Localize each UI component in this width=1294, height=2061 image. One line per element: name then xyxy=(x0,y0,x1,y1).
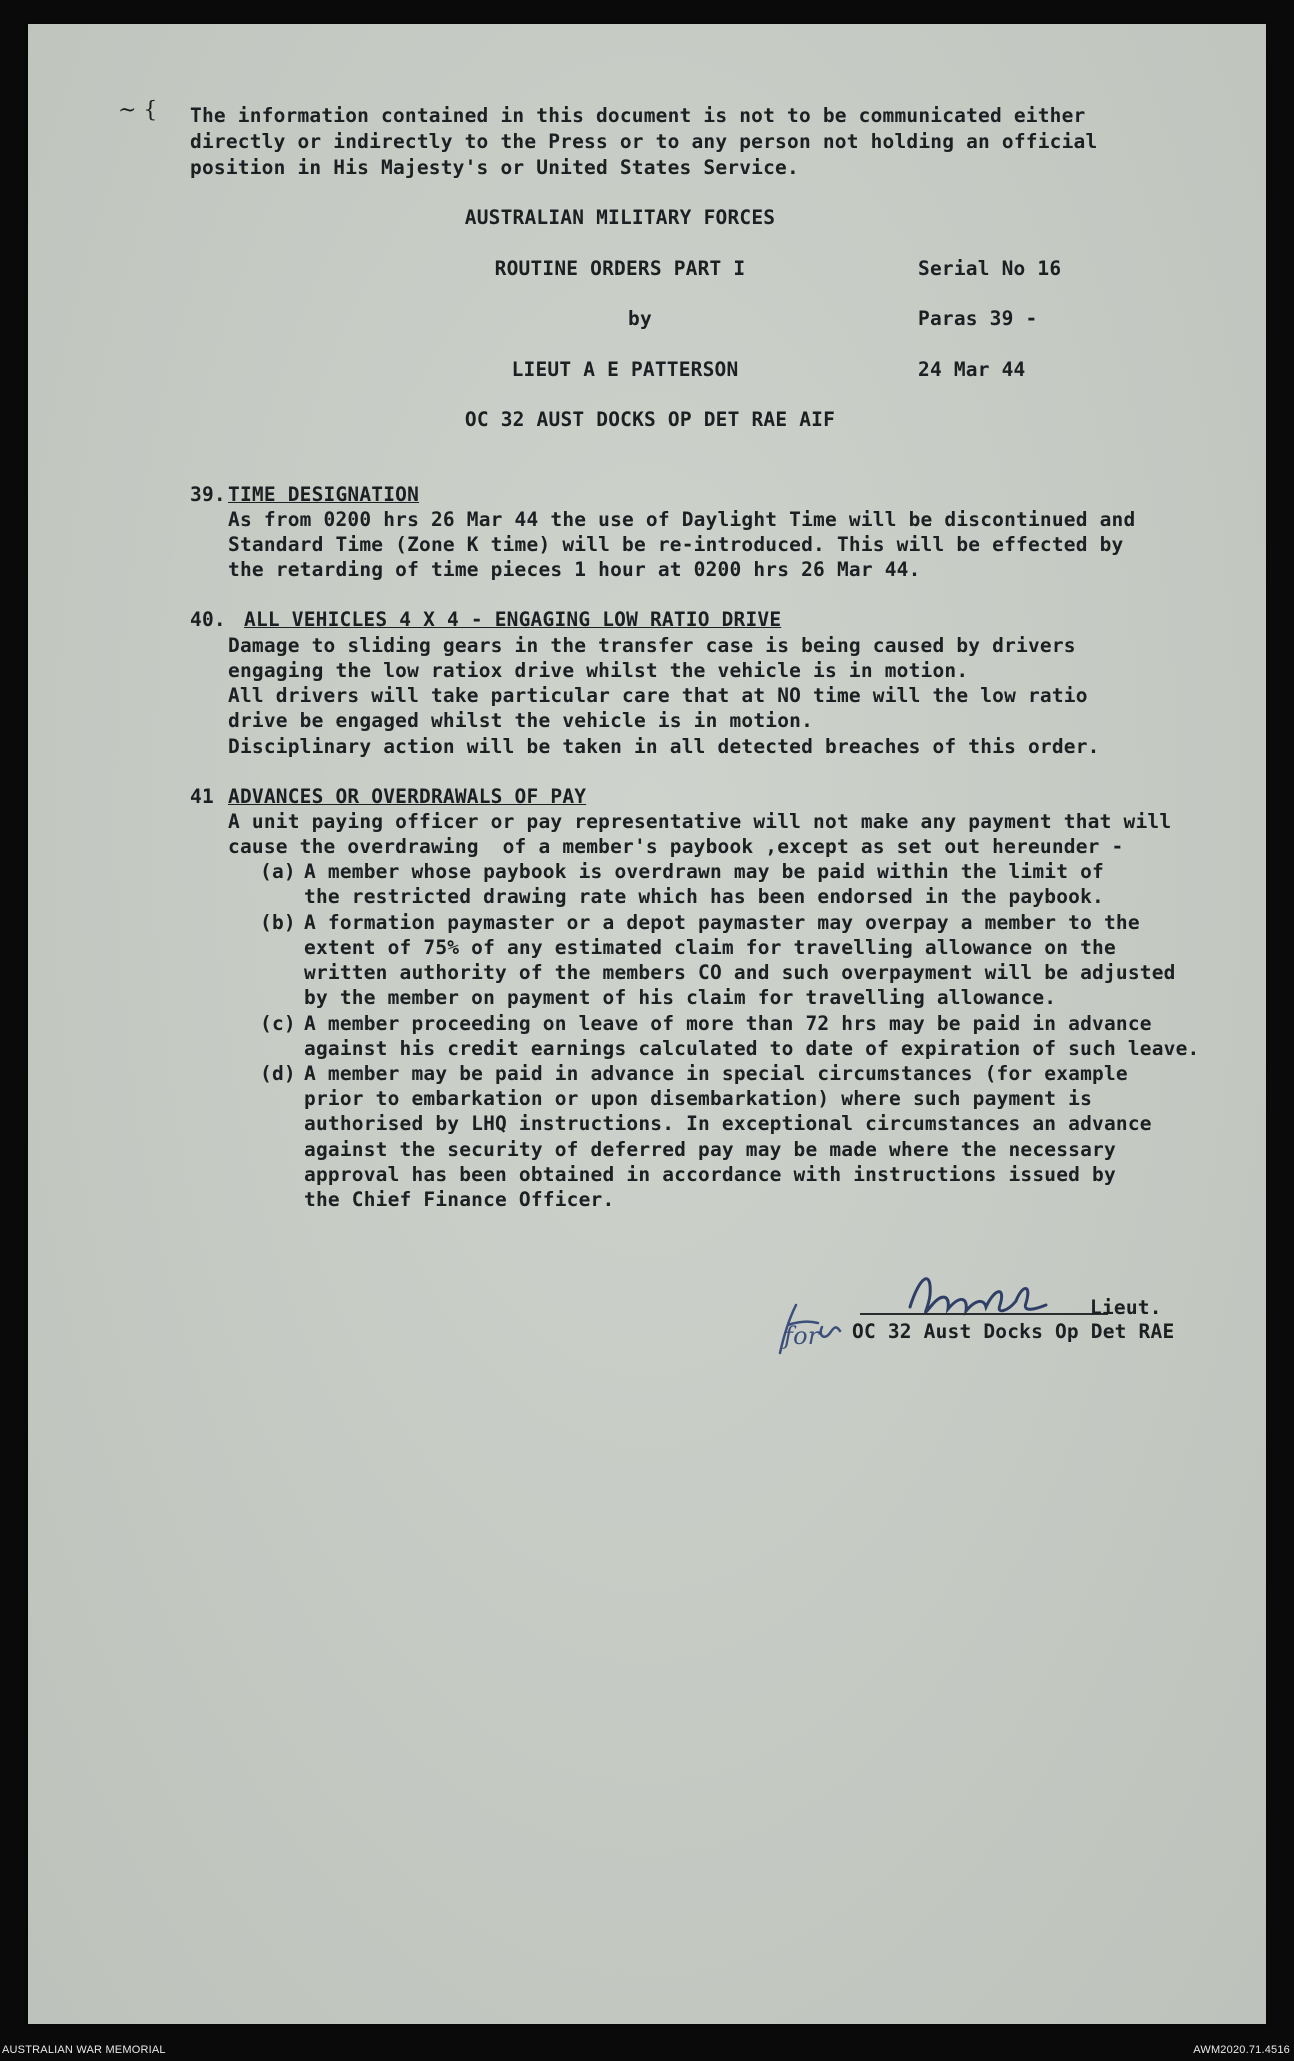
para-41-number: 41 xyxy=(190,785,214,808)
para-39-number: 39. xyxy=(190,483,226,506)
item-d-line-3: authorised by LHQ instructions. In exceptional circumstances an advance xyxy=(304,1112,1152,1135)
document-heading: AUSTRALIAN MILITARY FORCES xyxy=(464,206,776,229)
para-39-title: TIME DESIGNATION xyxy=(228,483,420,506)
para-40-line-3: All drivers will take particular care that at NO time will the low ratio xyxy=(228,684,1088,707)
para-41-line-1: A unit paying officer or pay representative will not make any payment that will xyxy=(228,810,1172,833)
item-d-line-2: prior to embarkation or upon disembarkation) where such payment is xyxy=(304,1087,1093,1110)
signatory-rank: Lieut. xyxy=(1090,1296,1162,1319)
item-b-line-4: by the member on payment of his claim for travelling allowance. xyxy=(304,986,1057,1009)
item-d-line-6: the Chief Finance Officer. xyxy=(304,1188,615,1211)
issuer-name: LIEUT A E PATTERSON xyxy=(511,358,739,381)
para-39-line-1: As from 0200 hrs 26 Mar 44 the use of Daylight Time will be discontinued and xyxy=(228,508,1136,531)
item-d-line-1: A member may be paid in advance in special circumstances (for example xyxy=(304,1062,1128,1085)
para-40-line-4: drive be engaged whilst the vehicle is in motion. xyxy=(228,709,814,732)
item-a-line-2: the restricted drawing rate which has been endorsed in the paybook. xyxy=(304,885,1104,908)
item-c-line-1: A member proceeding on leave of more than 72 hrs may be paid in advance xyxy=(304,1012,1152,1035)
signatory-role: OC 32 Aust Docks Op Det RAE xyxy=(852,1320,1175,1343)
item-d-line-4: against the security of deferred pay may be made where the necessary xyxy=(304,1138,1116,1161)
notice-line-1: The information contained in this document is not to be communicated either xyxy=(190,104,1086,127)
item-c-label: (c) xyxy=(260,1012,296,1035)
item-a-label: (a) xyxy=(260,860,296,883)
notice-line-3: position in His Majesty's or United States Service. xyxy=(190,156,799,179)
para-39-line-3: the retarding of time pieces 1 hour at 0200 hrs 26 Mar 44. xyxy=(228,558,921,581)
signature-line xyxy=(860,1313,1108,1315)
item-a-line-1: A member whose paybook is overdrawn may be paid within the limit of xyxy=(304,860,1104,883)
para-40-number: 40. xyxy=(190,608,226,631)
unit-name: OC 32 AUST DOCKS OP DET RAE AIF xyxy=(464,408,836,431)
item-b-line-2: extent of 75% of any estimated claim for travelling allowance on the xyxy=(304,936,1116,959)
item-c-line-2: against his credit earnings calculated to date of expiration of such leave. xyxy=(304,1037,1200,1060)
footer-left: AUSTRALIAN WAR MEMORIAL xyxy=(2,2044,166,2056)
by-label: by xyxy=(628,307,652,330)
para-40-line-1: Damage to sliding gears in the transfer case is being caused by drivers xyxy=(228,634,1076,657)
footer-right: AWM2020.71.4516 xyxy=(1193,2044,1290,2056)
para-40-line-5: Disciplinary action will be taken in all detected breaches of this order. xyxy=(228,735,1100,758)
signature-prefix: for xyxy=(784,1322,820,1350)
para-41-title: ADVANCES OR OVERDRAWALS OF PAY xyxy=(228,785,587,808)
para-40-line-2: engaging the low ratiox drive whilst the vehicle is in motion. xyxy=(228,659,969,682)
paras-range: Paras 39 - xyxy=(918,307,1038,330)
margin-mark: ~ { xyxy=(118,98,158,123)
para-40-title: ALL VEHICLES 4 X 4 - ENGAGING LOW RATIO DRIVE xyxy=(244,608,782,631)
notice-line-2: directly or indirectly to the Press or to any person not holding an official xyxy=(190,130,1098,153)
item-d-label: (d) xyxy=(260,1062,296,1085)
item-d-line-5: approval has been obtained in accordance with instructions issued by xyxy=(304,1163,1116,1186)
item-b-line-3: written authority of the members CO and such overpayment will be adjusted xyxy=(304,961,1176,984)
item-b-label: (b) xyxy=(260,911,296,934)
orders-title: ROUTINE ORDERS PART I xyxy=(494,257,746,280)
para-41-line-2: cause the overdrawing of a member's paybook ,except as set out hereunder - xyxy=(228,835,1124,858)
item-b-line-1: A formation paymaster or a depot paymaster may overpay a member to the xyxy=(304,911,1140,934)
para-39-line-2: Standard Time (Zone K time) will be re-introduced. This will be effected by xyxy=(228,533,1124,556)
issue-date: 24 Mar 44 xyxy=(918,358,1026,381)
serial-number: Serial No 16 xyxy=(918,257,1062,280)
